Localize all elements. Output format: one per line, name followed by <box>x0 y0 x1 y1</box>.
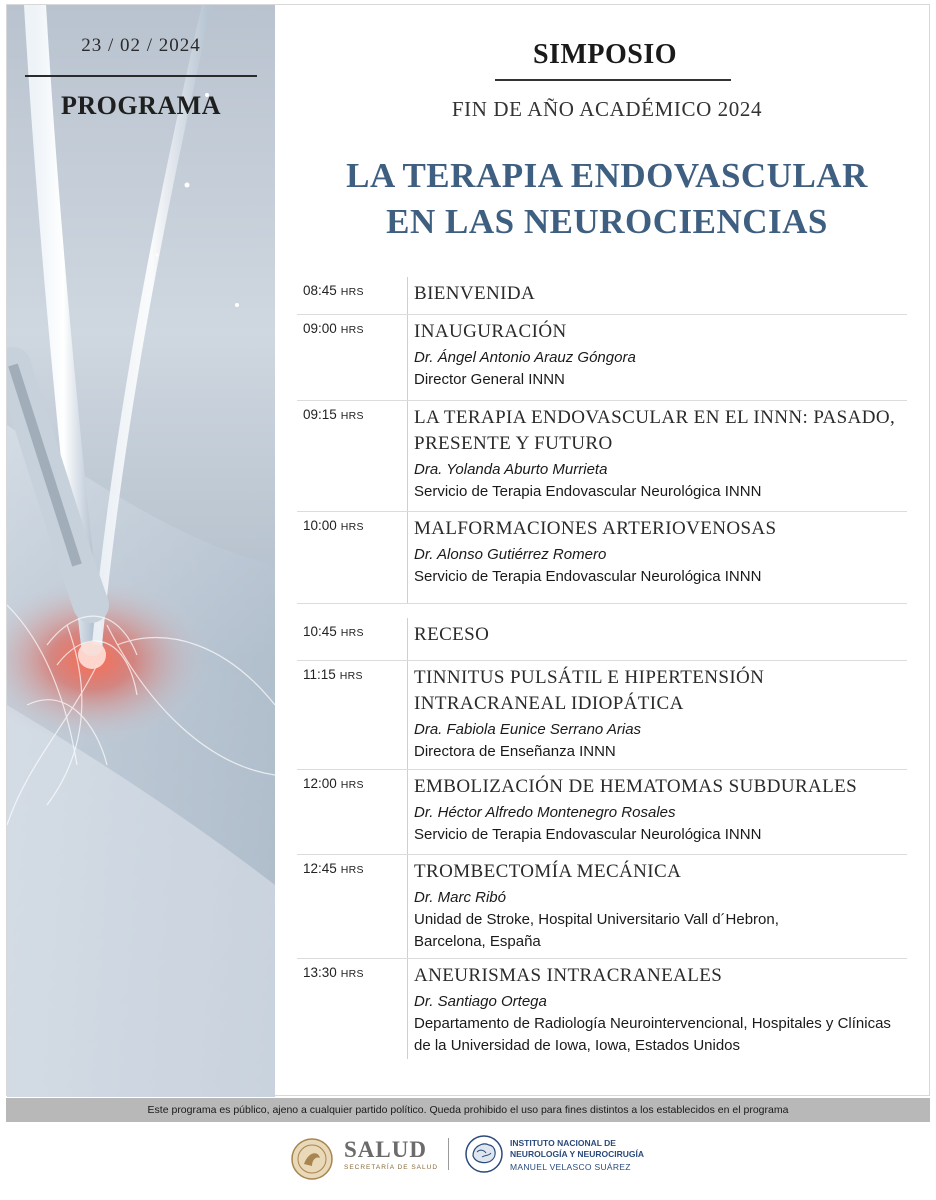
innn-logo-text <box>510 1138 644 1160</box>
session-topic: MALFORMACIONES ARTERIOVENOSAS <box>414 518 777 539</box>
time-value: 11:15 <box>303 667 336 682</box>
program-page <box>6 4 930 1096</box>
salud-logo-subtitle: SECRETARÍA DE SALUD <box>344 1164 439 1171</box>
event-type: SIMPOSIO <box>532 39 678 70</box>
session-topic: TINNITUS PULSÁTIL E HIPERTENSIÓN INTRACRANEAL IDIOPÁTICA <box>414 667 765 714</box>
session-speaker: Dr. Marc Ribó <box>414 889 506 906</box>
session-content <box>408 315 907 400</box>
session-time <box>297 661 408 769</box>
session-affiliation: Unidad de Stroke, Hospital Universitario Vall d´Hebron, Barcelona, España <box>414 911 779 950</box>
session-content <box>408 855 907 958</box>
session-time <box>297 770 408 854</box>
schedule-row <box>297 770 907 855</box>
session-speaker: Dr. Alonso Gutiérrez Romero <box>414 546 607 563</box>
session-content <box>408 401 907 511</box>
catheter-illustration <box>7 5 275 1097</box>
logo-divider <box>448 1138 449 1170</box>
session-time <box>297 315 408 400</box>
session-topic: EMBOLIZACIÓN DE HEMATOMAS SUBDURALES <box>414 776 858 797</box>
time-value: 13:30 <box>303 965 337 980</box>
title-line-1: LA TERAPIA ENDOVASCULAR <box>346 156 868 195</box>
schedule-row <box>297 512 907 604</box>
event-date: 23 / 02 / 2024 <box>81 35 201 56</box>
schedule-row <box>297 661 907 770</box>
session-topic: RECESO <box>414 624 490 645</box>
schedule-row <box>297 959 907 1059</box>
title-line-2: EN LAS NEUROCIENCIAS <box>386 202 828 241</box>
session-speaker: Dra. Yolanda Aburto Murrieta <box>414 461 608 478</box>
session-time <box>297 277 408 314</box>
schedule-row <box>297 855 907 959</box>
time-value: 10:00 <box>303 518 337 533</box>
session-time <box>297 512 408 603</box>
schedule-table <box>297 277 907 1059</box>
session-affiliation: Servicio de Terapia Endovascular Neurológica INNN <box>414 568 762 585</box>
session-time <box>297 855 408 958</box>
event-type-divider <box>495 79 731 81</box>
time-unit: HRS <box>340 864 364 876</box>
innn-name-line-2: NEUROLOGÍA Y NEUROCIRUGÍA <box>510 1149 644 1159</box>
time-unit: HRS <box>339 670 363 682</box>
session-affiliation: Director General INNN <box>414 371 565 388</box>
time-value: 08:45 <box>303 283 337 298</box>
time-unit: HRS <box>340 968 364 980</box>
date-divider <box>25 75 257 77</box>
session-affiliation: Servicio de Terapia Endovascular Neurológica INNN <box>414 826 762 843</box>
session-speaker: Dr. Santiago Ortega <box>414 993 547 1010</box>
session-topic: TROMBECTOMÍA MECÁNICA <box>414 861 682 882</box>
schedule-row <box>297 604 907 661</box>
schedule-row <box>297 277 907 315</box>
time-unit: HRS <box>340 410 364 422</box>
session-content <box>408 512 907 603</box>
schedule-row <box>297 315 907 401</box>
session-time <box>297 401 408 511</box>
session-time <box>297 618 408 660</box>
session-topic: ANEURISMAS INTRACRANEALES <box>414 965 723 986</box>
session-speaker: Dr. Ángel Antonio Arauz Góngora <box>414 349 636 366</box>
session-speaker: Dra. Fabiola Eunice Serrano Arias <box>414 721 642 738</box>
session-content <box>408 618 907 660</box>
page-title <box>307 153 907 245</box>
time-unit: HRS <box>340 627 364 639</box>
time-unit: HRS <box>340 324 364 336</box>
session-speaker: Dr. Héctor Alfredo Montenegro Rosales <box>414 804 676 821</box>
session-content <box>408 277 907 314</box>
time-value: 12:00 <box>303 776 337 791</box>
session-affiliation: Departamento de Radiología Neurointervencional, Hospitales y Clínicas de la Universidad de Iowa, Iowa, Estados Unidos <box>414 1015 891 1054</box>
footer-logos <box>6 1122 930 1196</box>
innn-name-line-1: INSTITUTO NACIONAL DE <box>510 1138 616 1148</box>
session-affiliation: Servicio de Terapia Endovascular Neurológica INNN <box>414 483 762 500</box>
time-value: 12:45 <box>303 861 337 876</box>
time-value: 09:00 <box>303 321 337 336</box>
disclaimer-bar: Este programa es público, ajeno a cualquier partido político. Queda prohibido el uso para fines distintos a los establecidos en el programa <box>6 1098 930 1122</box>
event-subtitle: FIN DE AÑO ACADÉMICO 2024 <box>451 97 763 121</box>
session-affiliation: Directora de Enseñanza INNN <box>414 743 616 760</box>
endovascular-illustration-panel <box>7 5 275 1097</box>
session-content <box>408 661 907 769</box>
time-unit: HRS <box>340 286 364 298</box>
time-value: 09:15 <box>303 407 337 422</box>
innn-brain-icon <box>464 1134 504 1174</box>
session-topic: BIENVENIDA <box>414 283 536 304</box>
session-time <box>297 959 408 1059</box>
time-unit: HRS <box>340 521 364 533</box>
time-value: 10:45 <box>303 624 337 639</box>
program-label: PROGRAMA <box>61 91 221 120</box>
salud-logo-text: SALUD <box>344 1137 427 1162</box>
session-content <box>408 959 907 1059</box>
time-unit: HRS <box>340 779 364 791</box>
session-topic: INAUGURACIÓN <box>414 321 567 342</box>
session-content <box>408 770 907 854</box>
schedule-row <box>297 401 907 512</box>
innn-logo-subtitle: MANUEL VELASCO SUÁREZ <box>510 1162 631 1172</box>
session-topic: LA TERAPIA ENDOVASCULAR EN EL INNN: PASADO, PRESENTE Y FUTURO <box>414 407 896 454</box>
